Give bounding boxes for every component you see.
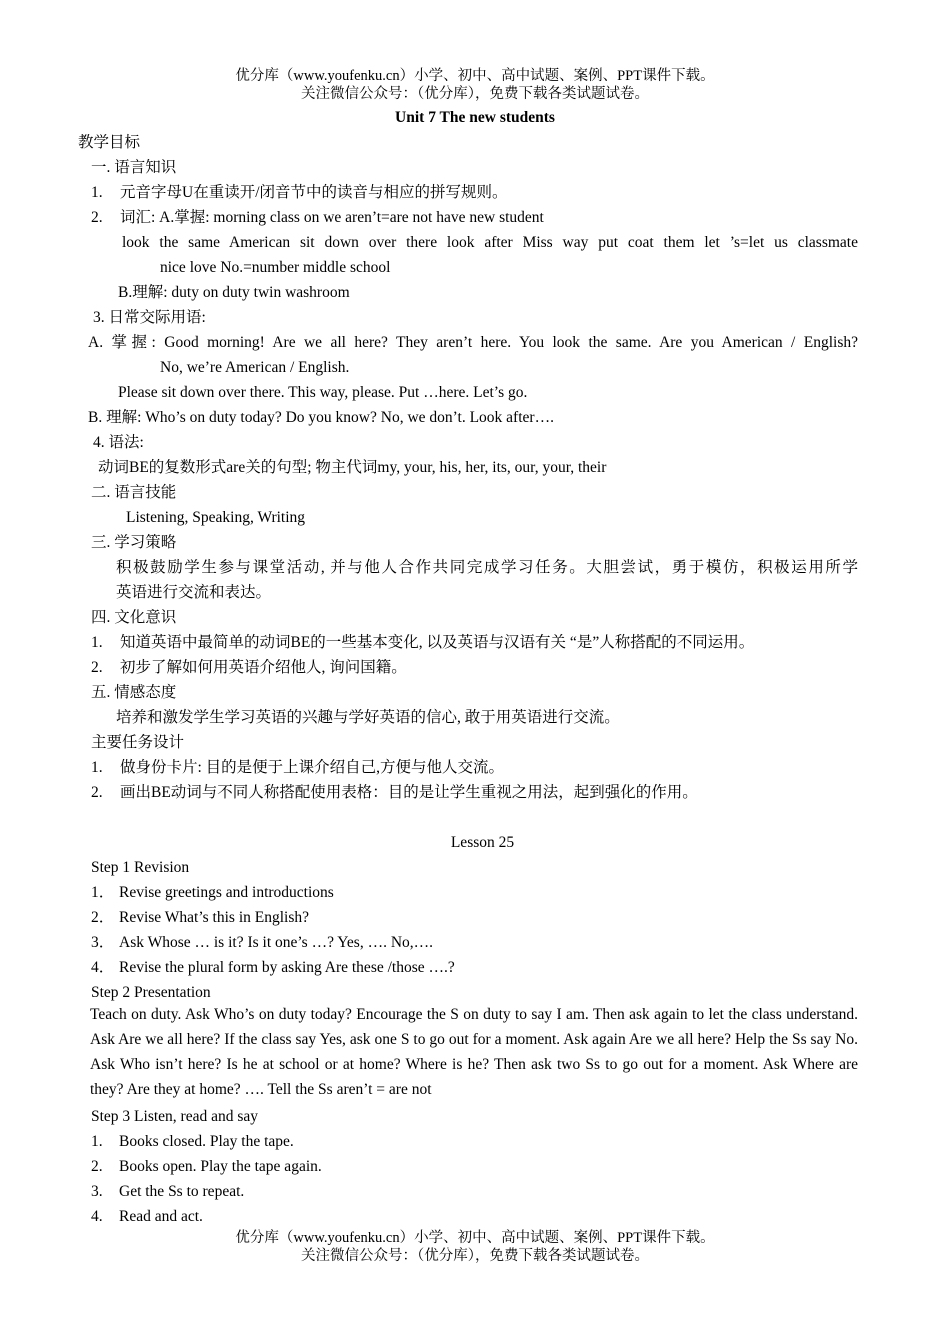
skills-text: Listening, Speaking, Writing — [126, 509, 306, 526]
list-number: 4． — [91, 959, 115, 976]
list-number: 2． — [91, 909, 115, 926]
header-line-2: 关注微信公众号：（优分库），免费下载各类试题试卷。 — [301, 86, 649, 102]
culture-heading: 四. 文化意识 — [91, 609, 177, 626]
list-text: 元音字母U在重读开/闭音节中的读音与相应的拼写规则。 — [120, 184, 508, 201]
list-number: 2. — [91, 209, 103, 226]
list-text: 初步了解如何用英语介绍他人, 询问国籍。 — [120, 659, 407, 676]
communication-a-line-3: Please sit down over there. This way, please. Put …here. Let’s go. — [118, 384, 528, 401]
knowledge-item-2 — [91, 208, 544, 228]
list-number: 2. — [91, 659, 103, 676]
footer-line-2: 关注微信公众号：（优分库），免费下载各类试题试卷。 — [301, 1248, 649, 1264]
lesson-title: Lesson 25 — [450, 834, 515, 851]
list-text: 画出BE动词与不同人称搭配使用表格：目的是让学生重视之用法，起到强化的作用。 — [120, 784, 698, 801]
tasks-heading: 主要任务设计 — [91, 734, 185, 751]
vocab-understand: B.理解: duty on duty twin washroom — [118, 284, 350, 301]
step1-item-4 — [91, 958, 455, 978]
list-text: Revise the plural form by asking Are these /those ….? — [119, 959, 455, 976]
communication-a-line-2: No, we’re American / English. — [160, 359, 350, 376]
grammar-heading: 4. 语法: — [93, 434, 144, 451]
list-text: Books open. Play the tape again. — [119, 1158, 322, 1175]
step3-heading: Step 3 Listen, read and say — [91, 1108, 259, 1125]
tasks-item-1 — [91, 758, 504, 778]
list-number: 1. — [91, 1133, 103, 1150]
step2-heading: Step 2 Presentation — [91, 984, 211, 1001]
page-title: Unit 7 The new students — [395, 109, 555, 126]
list-number: 2. — [91, 1158, 103, 1175]
strategy-heading: 三. 学习策略 — [91, 534, 177, 551]
footer-line-1: 优分库（www.youfenku.cn）小学、初中、高中试题、案例、PPT课件下载。 — [235, 1230, 715, 1246]
list-text: Revise greetings and introductions — [119, 884, 334, 901]
strategy-line-2: 英语进行交流和表达。 — [116, 584, 272, 601]
grammar-text: 动词BE的复数形式are关的句型; 物主代词my, your, his, her, its, our, your, their — [98, 459, 607, 476]
attitude-text: 培养和激发学生学习英语的兴趣与学好英语的信心, 敢于用英语进行交流。 — [116, 709, 620, 726]
list-text: 做身份卡片: 目的是便于上课介绍自己,方便与他人交流。 — [120, 759, 505, 776]
communication-heading: 3. 日常交际用语: — [93, 309, 206, 326]
list-number: 2. — [91, 784, 103, 801]
list-text: 知道英语中最简单的动词BE的一些基本变化, 以及英语与汉语有关 “是”人称搭配的不同运用。 — [120, 634, 755, 651]
list-text: Read and act. — [119, 1208, 203, 1225]
step3-item-4 — [91, 1207, 203, 1227]
step3-item-1 — [91, 1132, 294, 1152]
step1-item-3 — [91, 933, 433, 953]
list-text: Get the Ss to repeat. — [119, 1183, 245, 1200]
list-number: 3. — [91, 1183, 103, 1200]
culture-item-1 — [91, 633, 754, 653]
step3-item-3 — [91, 1182, 244, 1202]
communication-b-line: B. 理解: Who’s on duty today? Do you know? No, we don’t. Look after…. — [88, 409, 554, 426]
communication-a-line-1: A. 掌握: Good morning! Are we all here? They aren’t here. You look the same. Are you American / English? — [88, 334, 858, 351]
list-number: 1． — [91, 884, 115, 901]
goals-heading: 教学目标 — [78, 134, 141, 151]
list-text: Revise What’s this in English? — [119, 909, 310, 926]
list-number: 1. — [91, 184, 103, 201]
vocab-line-3: nice love No.=number middle school — [160, 259, 391, 276]
knowledge-heading: 一. 语言知识 — [91, 159, 177, 176]
list-text: Ask Whose … is it? Is it one’s …? Yes, …. No,…. — [119, 934, 434, 951]
list-text: Books closed. Play the tape. — [119, 1133, 294, 1150]
culture-item-2 — [91, 658, 407, 678]
step2-paragraph: Teach on duty. Ask Who’s on duty today? Encourage the S on duty to say I am. Then ask again to let the class understand. Ask Are we all here? If the class say Yes, ask one S to go out for a moment. Ask again Are we all here? Help the Ss say No. Ask Who isn’t here? Is he at school or at home? Where is he? Then ask two Ss to go out for a moment. Ask Where are they? Are they at home? …. Tell the Ss aren’t = are not — [90, 1006, 858, 1098]
list-number: 1. — [91, 759, 103, 776]
step1-heading: Step 1 Revision — [91, 859, 190, 876]
list-number: 4. — [91, 1208, 103, 1225]
tasks-item-2 — [91, 783, 698, 803]
list-number: 1. — [91, 634, 103, 651]
list-number: 3． — [91, 934, 115, 951]
strategy-line-1: 积极鼓励学生参与课堂活动, 并与他人合作共同完成学习任务。大胆尝试，勇于模仿，积极运用所学 — [116, 559, 858, 576]
header-line-1: 优分库（www.youfenku.cn）小学、初中、高中试题、案例、PPT课件下载。 — [235, 68, 715, 84]
step1-item-1 — [91, 883, 334, 903]
skills-heading: 二. 语言技能 — [91, 484, 177, 501]
vocab-line-2: look the same American sit down over there look after Miss way put coat them let ’s=let us classmate — [122, 234, 858, 251]
knowledge-item-1 — [91, 183, 508, 203]
step1-item-2 — [91, 908, 309, 928]
list-text: 词汇: A.掌握: morning class on we aren’t=are not have new student — [120, 209, 544, 226]
step3-item-2 — [91, 1157, 322, 1177]
attitude-heading: 五. 情感态度 — [91, 684, 177, 701]
